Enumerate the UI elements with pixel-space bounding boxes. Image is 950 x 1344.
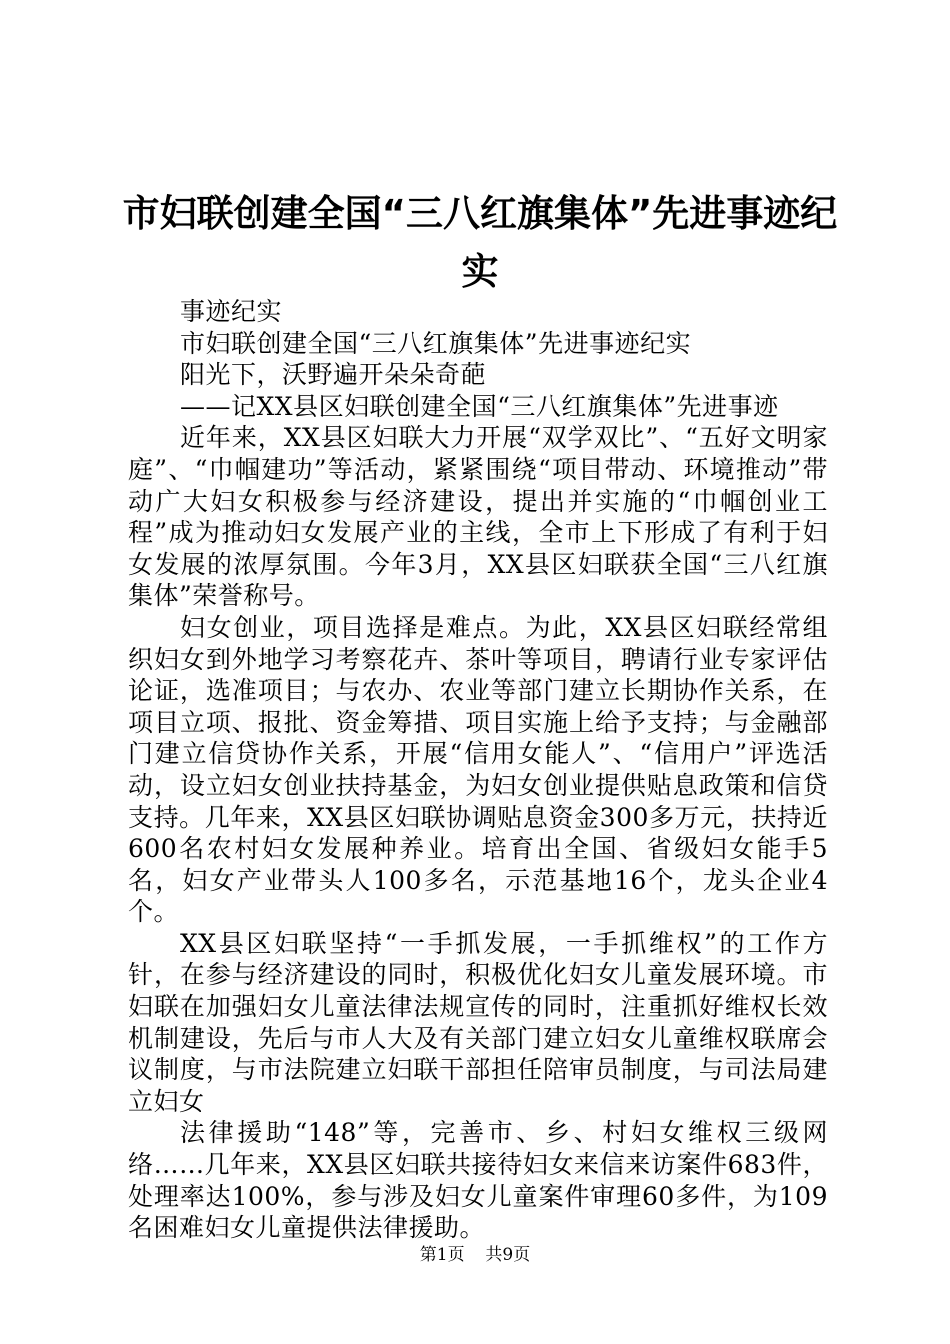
document-body — [128, 296, 828, 1244]
document-title: 市妇联创建全国“三八红旗集体”先进事迹纪实 — [122, 192, 838, 293]
section-label: 事迹纪实 — [180, 297, 283, 326]
article-subheadline: ——记XX县区妇联创建全国“三八红旗集体”先进事迹 — [180, 391, 779, 421]
body-paragraph: XX县区妇联坚持“一手抓发展，一手抓维权”的工作方针，在参与经济建设的同时，积极优化妇女儿童发展环境。市妇联在加强妇女儿童法律法规宣传的同时，注重抓好维权长效机制建设，先后与市人大及有关部门建立妇女儿童维权联席会议制度，与市法院建立妇联干部担任陪审员制度，与司法局建立妇女 — [128, 928, 828, 1116]
page-total: 共9页 — [485, 1245, 531, 1265]
article-headline: 阳光下，沃野遍开朵朵奇葩 — [180, 360, 487, 390]
article-title: 市妇联创建全国“三八红旗集体”先进事迹纪实 — [180, 328, 692, 358]
body-paragraph: 妇女创业，项目选择是难点。为此，XX县区妇联经常组织妇女到外地学习考察花卉、茶叶等项目，聘请行业专家评估论证，选准项目；与农办、农业等部门建立长期协作关系，在项目立项、报批、资金筹措、项目实施上给予支持；与金融部门建立信贷协作关系，开展“信用女能人”、“信用户”评选活动，设立妇女创业扶持基金，为妇女创业提供贴息政策和信贷支持。几年来，XX县区妇联协调贴息资金300多万元，扶持近600名农村妇女发展种养业。培育出全国、省级妇女能手5名，妇女产业带头人100多名，示范基地16个，龙头企业4个。 — [128, 612, 828, 927]
body-paragraph: 法律援助“148”等，完善市、乡、村妇女维权三级网络……几年来，XX县区妇联共接待妇女来信来访案件683件，处理率达100%，参与涉及妇女儿童案件审理60多件，为109名困难妇女儿童提供法律援助。 — [128, 1118, 828, 1243]
page-number: 第1页 — [419, 1245, 465, 1265]
page-footer — [0, 1243, 950, 1267]
body-paragraph: 近年来，XX县区妇联大力开展“双学双比”、“五好文明家庭”、“巾帼建功”等活动，紧紧围绕“项目带动、环境推动”带动广大妇女积极参与经济建设，提出并实施的“巾帼创业工程”成为推动妇女发展产业的主线，全市上下形成了有利于妇女发展的浓厚氛围。今年3月，XX县区妇联获全国“三八红旗集体”荣誉称号。 — [128, 423, 828, 611]
